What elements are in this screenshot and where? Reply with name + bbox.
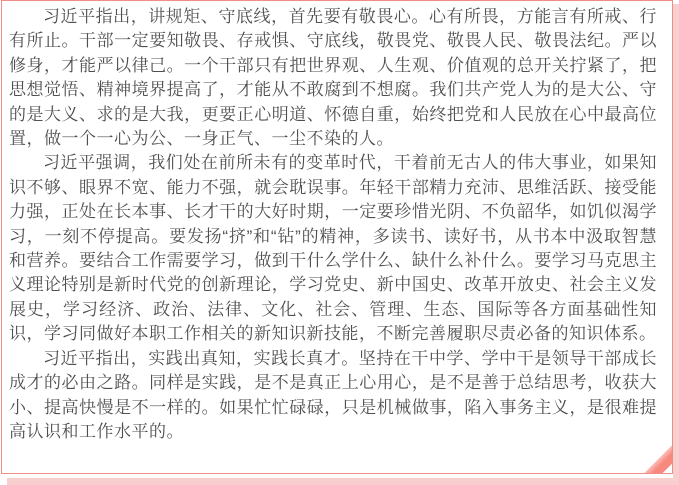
- article-body: [9, 5, 657, 444]
- shadow-band-right: [673, 4, 679, 479]
- paragraph: 习近平指出，讲规矩、守底线，首先要有敬畏心。心有所畏，方能言有所戒、行有所止。干部一定要知敬畏、存戒惧、守底线，敬畏党、敬畏人民、敬畏法纪。严以修身，才能严以律己。一个干部只有把世界观、人生观、价值观的总开关拧紧了，把思想觉悟、精神境界提高了，才能从不敢腐到不想腐。我们共产党人为的是大公、守的是大义、求的是大我，更要正心明道、怀德自重，始终把党和人民放在心中最高位置，做一个一心为公、一身正气、一尘不染的人。: [9, 7, 657, 149]
- article-box: [1, 0, 673, 474]
- shadow-band-bottom: [7, 478, 679, 485]
- paragraph: 习近平指出，实践出真知，实践长真才。坚持在干中学、学中干是领导干部成长成才的必由之路。同样是实践，是不是真正上心用心，是不是善于总结思考，收获大小、提高快慢是不一样的。如果忙忙碌碌，只是机械做事，陷入事务主义，是很难提高认识和工作水平的。: [9, 348, 657, 441]
- paragraph: 习近平强调，我们处在前所未有的变革时代，干着前无古人的伟大事业，如果知识不够、眼界不宽、能力不强，就会耽误事。年轻干部精力充沛、思维活跃、接受能力强，正处在长本事、长才干的大好时期，一定要珍惜光阴、不负韶华，如饥似渴学习，一刻不停提高。要发扬“挤”和“钻”的精神，多读书、读好书，从书本中汲取智慧和营养。要结合工作需要学习，做到干什么学什么、缺什么补什么。要学习马克思主义理论特别是新时代党的创新理论，学习党史、新中国史、改革开放史、社会主义发展史，学习经济、政治、法律、文化、社会、管理、生态、国际等各方面基础性知识，学习同做好本职工作相关的新知识新技能，不断完善履职尽责必备的知识体系。: [9, 153, 657, 344]
